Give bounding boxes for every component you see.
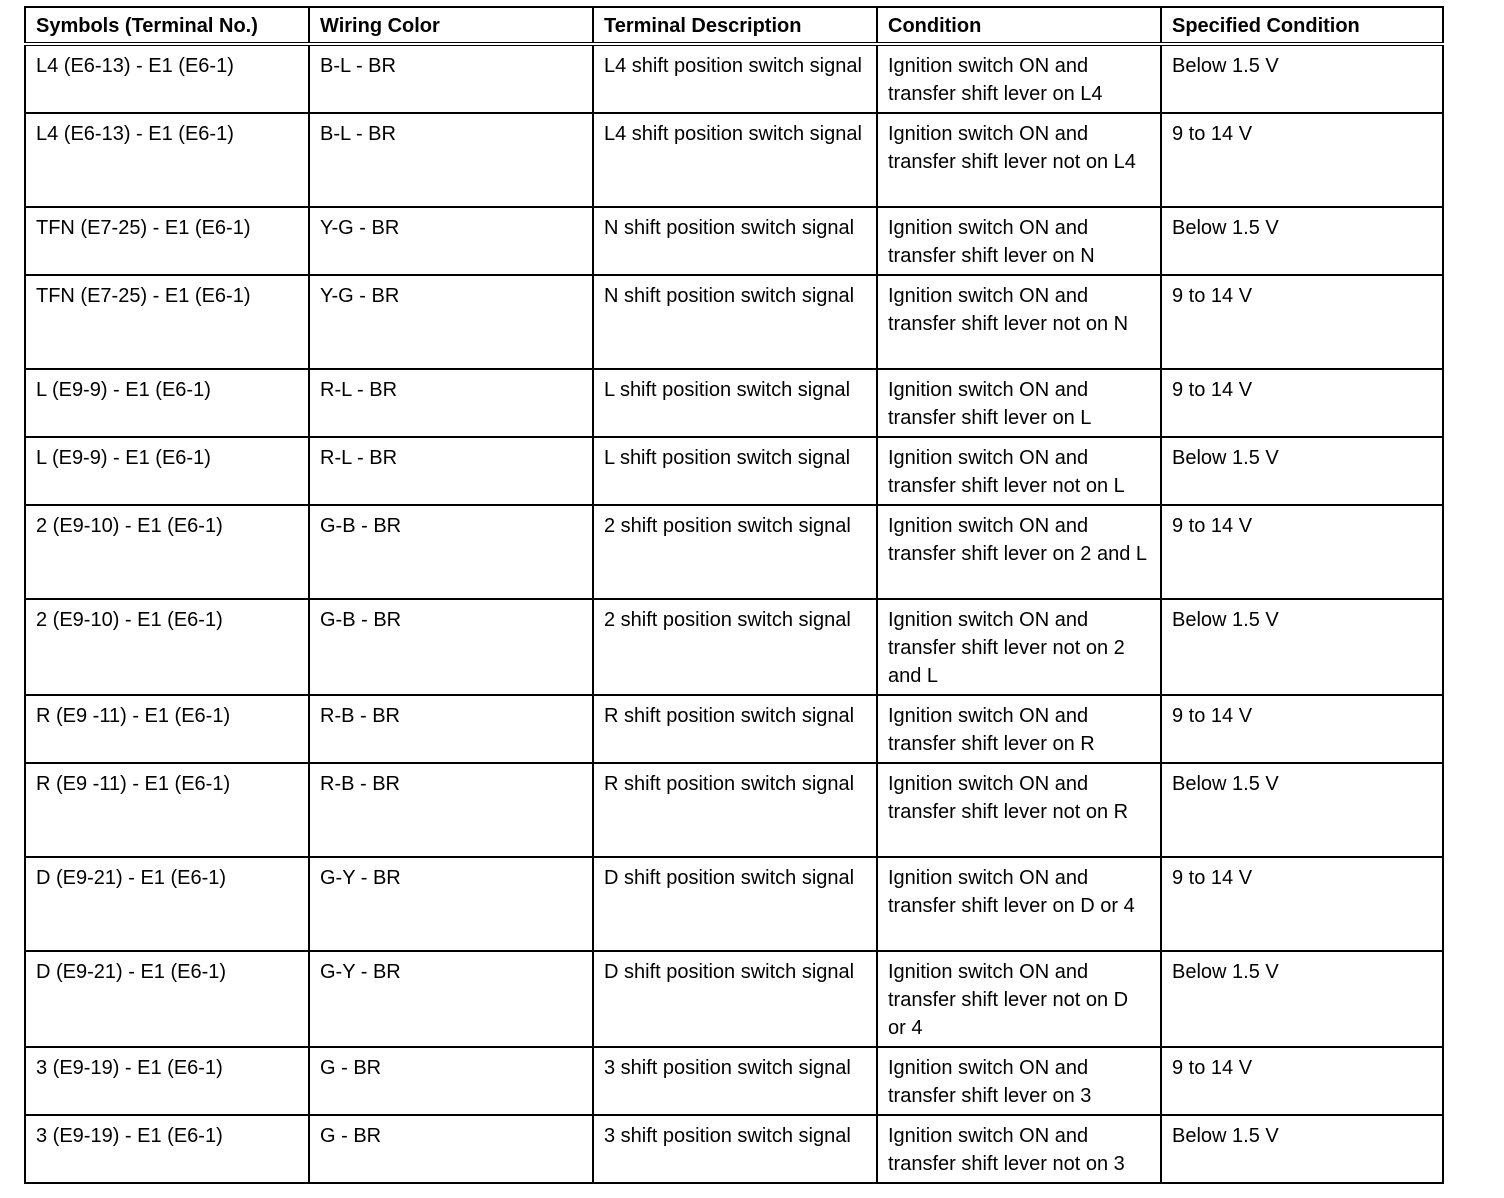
cell-terminal-description: 2 shift position switch signal	[593, 599, 877, 695]
cell-condition: Ignition switch ON and transfer shift lever on 3	[877, 1047, 1161, 1115]
cell-wiring-color: G-Y - BR	[309, 857, 593, 951]
cell-specified-condition: Below 1.5 V	[1161, 207, 1443, 275]
cell-condition: Ignition switch ON and transfer shift lever on D or 4	[877, 857, 1161, 951]
header-terminal-description: Terminal Description	[593, 7, 877, 44]
header-symbols: Symbols (Terminal No.)	[25, 7, 309, 44]
cell-symbols: D (E9-21) - E1 (E6-1)	[25, 951, 309, 1047]
table-row	[25, 695, 1443, 763]
cell-wiring-color: B-L - BR	[309, 44, 593, 113]
cell-terminal-description: D shift position switch signal	[593, 857, 877, 951]
terminal-spec-table	[24, 6, 1444, 1184]
table-row	[25, 505, 1443, 599]
table-row	[25, 763, 1443, 857]
table-row	[25, 369, 1443, 437]
cell-symbols: 3 (E9-19) - E1 (E6-1)	[25, 1115, 309, 1183]
cell-symbols: L4 (E6-13) - E1 (E6-1)	[25, 44, 309, 113]
cell-wiring-color: Y-G - BR	[309, 207, 593, 275]
cell-symbols: L (E9-9) - E1 (E6-1)	[25, 437, 309, 505]
cell-specified-condition: Below 1.5 V	[1161, 599, 1443, 695]
cell-terminal-description: N shift position switch signal	[593, 275, 877, 369]
table-row	[25, 113, 1443, 207]
cell-condition: Ignition switch ON and transfer shift lever not on 3	[877, 1115, 1161, 1183]
table-row	[25, 275, 1443, 369]
cell-wiring-color: Y-G - BR	[309, 275, 593, 369]
table-row	[25, 437, 1443, 505]
cell-specified-condition: 9 to 14 V	[1161, 857, 1443, 951]
cell-wiring-color: G-B - BR	[309, 505, 593, 599]
cell-specified-condition: 9 to 14 V	[1161, 113, 1443, 207]
cell-specified-condition: Below 1.5 V	[1161, 1115, 1443, 1183]
cell-terminal-description: 3 shift position switch signal	[593, 1047, 877, 1115]
cell-symbols: TFN (E7-25) - E1 (E6-1)	[25, 275, 309, 369]
cell-terminal-description: L shift position switch signal	[593, 369, 877, 437]
cell-condition: Ignition switch ON and transfer shift lever not on L4	[877, 113, 1161, 207]
cell-condition: Ignition switch ON and transfer shift lever on N	[877, 207, 1161, 275]
cell-symbols: L (E9-9) - E1 (E6-1)	[25, 369, 309, 437]
cell-symbols: D (E9-21) - E1 (E6-1)	[25, 857, 309, 951]
cell-terminal-description: 3 shift position switch signal	[593, 1115, 877, 1183]
cell-symbols: R (E9 -11) - E1 (E6-1)	[25, 763, 309, 857]
cell-terminal-description: L4 shift position switch signal	[593, 113, 877, 207]
table-row	[25, 951, 1443, 1047]
cell-condition: Ignition switch ON and transfer shift lever on L	[877, 369, 1161, 437]
cell-condition: Ignition switch ON and transfer shift lever not on R	[877, 763, 1161, 857]
cell-wiring-color: G-B - BR	[309, 599, 593, 695]
cell-terminal-description: D shift position switch signal	[593, 951, 877, 1047]
table-row	[25, 207, 1443, 275]
cell-condition: Ignition switch ON and transfer shift lever not on D or 4	[877, 951, 1161, 1047]
cell-wiring-color: R-L - BR	[309, 437, 593, 505]
cell-terminal-description: 2 shift position switch signal	[593, 505, 877, 599]
cell-specified-condition: Below 1.5 V	[1161, 763, 1443, 857]
cell-wiring-color: R-B - BR	[309, 695, 593, 763]
header-specified-condition: Specified Condition	[1161, 7, 1443, 44]
cell-specified-condition: 9 to 14 V	[1161, 505, 1443, 599]
cell-condition: Ignition switch ON and transfer shift lever not on 2 and L	[877, 599, 1161, 695]
cell-symbols: L4 (E6-13) - E1 (E6-1)	[25, 113, 309, 207]
cell-terminal-description: L4 shift position switch signal	[593, 44, 877, 113]
cell-symbols: TFN (E7-25) - E1 (E6-1)	[25, 207, 309, 275]
cell-wiring-color: G - BR	[309, 1047, 593, 1115]
cell-terminal-description: R shift position switch signal	[593, 763, 877, 857]
table-row	[25, 599, 1443, 695]
cell-condition: Ignition switch ON and transfer shift lever not on L	[877, 437, 1161, 505]
cell-specified-condition: 9 to 14 V	[1161, 275, 1443, 369]
cell-condition: Ignition switch ON and transfer shift lever not on N	[877, 275, 1161, 369]
header-condition: Condition	[877, 7, 1161, 44]
cell-terminal-description: L shift position switch signal	[593, 437, 877, 505]
cell-specified-condition: 9 to 14 V	[1161, 1047, 1443, 1115]
cell-terminal-description: R shift position switch signal	[593, 695, 877, 763]
table-row	[25, 1115, 1443, 1183]
cell-specified-condition: 9 to 14 V	[1161, 695, 1443, 763]
cell-symbols: R (E9 -11) - E1 (E6-1)	[25, 695, 309, 763]
cell-symbols: 2 (E9-10) - E1 (E6-1)	[25, 599, 309, 695]
cell-symbols: 2 (E9-10) - E1 (E6-1)	[25, 505, 309, 599]
cell-specified-condition: Below 1.5 V	[1161, 437, 1443, 505]
cell-wiring-color: G - BR	[309, 1115, 593, 1183]
cell-wiring-color: G-Y - BR	[309, 951, 593, 1047]
cell-condition: Ignition switch ON and transfer shift lever on R	[877, 695, 1161, 763]
cell-specified-condition: 9 to 14 V	[1161, 369, 1443, 437]
cell-specified-condition: Below 1.5 V	[1161, 44, 1443, 113]
cell-condition: Ignition switch ON and transfer shift lever on L4	[877, 44, 1161, 113]
cell-wiring-color: R-L - BR	[309, 369, 593, 437]
cell-specified-condition: Below 1.5 V	[1161, 951, 1443, 1047]
table-row	[25, 44, 1443, 113]
cell-wiring-color: B-L - BR	[309, 113, 593, 207]
header-wiring-color: Wiring Color	[309, 7, 593, 44]
table-row	[25, 857, 1443, 951]
cell-wiring-color: R-B - BR	[309, 763, 593, 857]
cell-symbols: 3 (E9-19) - E1 (E6-1)	[25, 1047, 309, 1115]
cell-terminal-description: N shift position switch signal	[593, 207, 877, 275]
table-header-row	[25, 7, 1443, 44]
table-row	[25, 1047, 1443, 1115]
cell-condition: Ignition switch ON and transfer shift lever on 2 and L	[877, 505, 1161, 599]
